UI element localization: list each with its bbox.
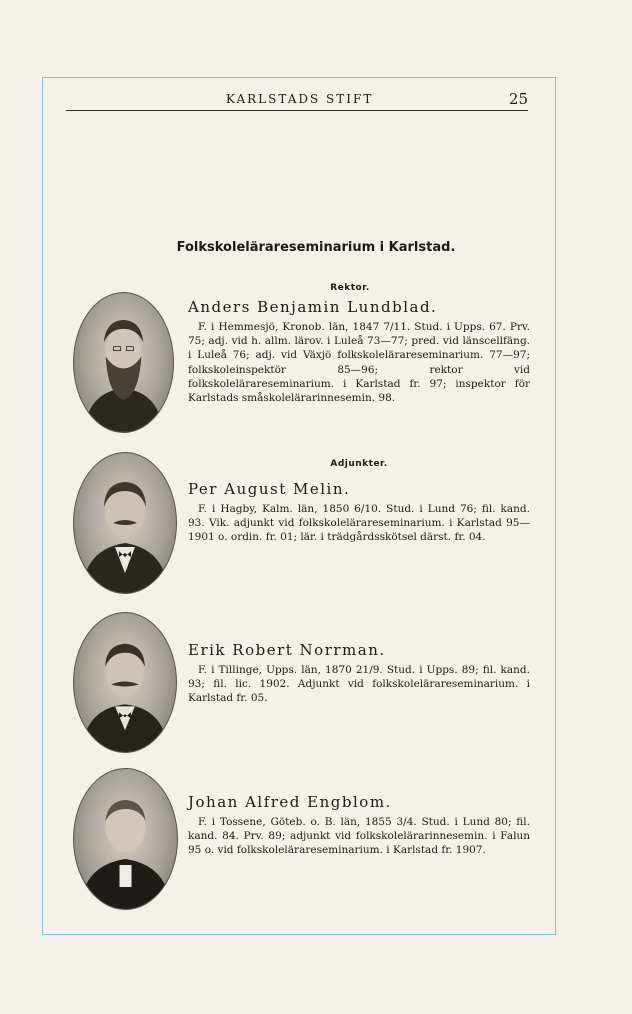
portrait-norrman <box>73 612 177 753</box>
portrait-engblom <box>73 768 178 910</box>
adjunkter-heading: Adjunkter. <box>330 459 388 469</box>
section-title: Folkskolelärareseminarium i Karlstad. <box>176 240 456 255</box>
entry-name: Erik Robert Norrman. <box>188 641 386 659</box>
portrait-melin-image <box>74 453 176 593</box>
entry-bio: F. i Tossene, Göteb. o. B. län, 1855 3/4. Stud. i Lund 80; fil. kand. 84. Prv. 89; adjunkt vid folkskolelärarinnesemin. i Falun 95 o. vid folkskolelärareseminarium. i Karlstad fr. 1907. <box>188 816 530 857</box>
entry-name: Anders Benjamin Lundblad. <box>188 298 438 316</box>
entry-bio: F. i Tillinge, Upps. län, 1870 21/9. Stud. i Upps. 89; fil. kand. 93; fil. lic. 1902. Adjunkt vid folkskolelärareseminarium. i Karlstad fr. 05. <box>188 664 530 705</box>
rektor-heading: Rektor. <box>330 283 370 293</box>
header-rule <box>66 110 528 111</box>
portrait-norrman-image <box>74 613 176 752</box>
portrait-melin <box>73 452 177 594</box>
entry-melin <box>188 480 530 545</box>
portrait-lundblad-image <box>74 293 173 432</box>
portrait-lundblad <box>73 292 174 433</box>
entry-norrman <box>188 641 530 706</box>
running-title: KARLSTADS STIFT <box>226 92 374 106</box>
entry-bio: F. i Hagby, Kalm. län, 1850 6/10. Stud. i Lund 76; fil. kand. 93. Vik. adjunkt vid folkskolelärareseminarium. i Karlstad 95—1901 o. ordin. fr. 01; lär. i trädgårdsskötsel därst. fr. 04. <box>188 503 530 544</box>
entry-name: Johan Alfred Engblom. <box>188 793 392 811</box>
entry-engblom <box>188 793 530 858</box>
entry-bio: F. i Hemmesjö, Kronob. län, 1847 7/11. Stud. i Upps. 67. Prv. 75; adj. vid h. allm. lärov. i Luleå 73—77; pred. vid länscellfäng. i Luleå 76; adj. vid Växjö folkskolelärareseminarium. 77—97; folkskoleinspektör 85—96; rektor vid folkskolelärareseminarium. i Karlstad fr. 97; inspektor för Karlstads småskolelärarinnesemin. 98. <box>188 321 530 405</box>
entry-name: Per August Melin. <box>188 480 351 498</box>
entry-lundblad <box>188 298 530 405</box>
page-number: 25 <box>508 90 528 108</box>
portrait-engblom-image <box>74 769 177 909</box>
